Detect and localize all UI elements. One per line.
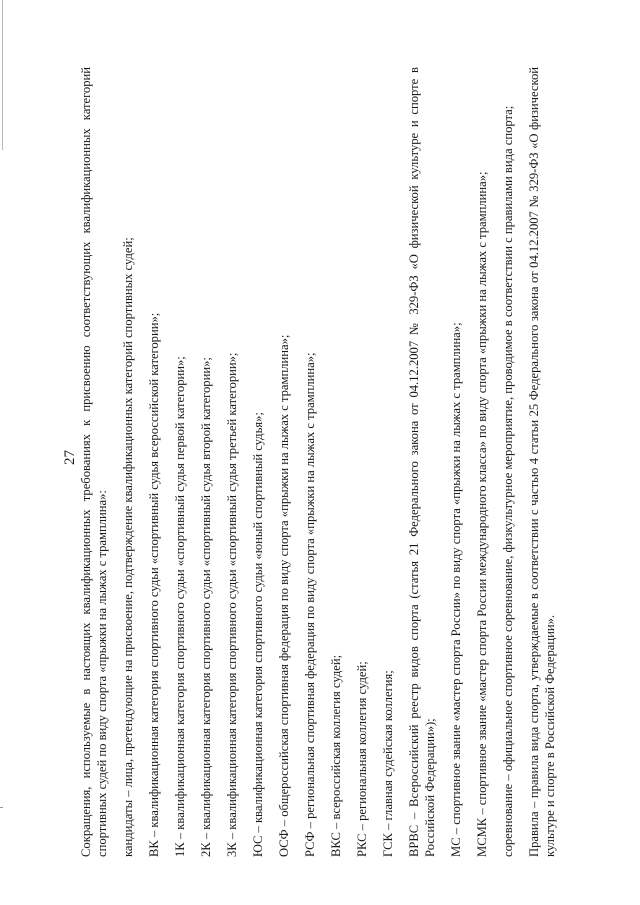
scan-dot [0,807,3,808]
definition-2k: 2К – квалификационная категория спортивного судьи «спортивный судья второй категории»; [199,357,213,857]
definition-us: ЮС – квалификационная категория спортивного судьи «юный спортивный судья»; [251,412,265,857]
definition-rks: РКС – региональная коллегия судей; [355,661,369,857]
definition-candidates: кандидаты – лица, претендующие на присвоение, подтверждение квалификационных категорий спортивных судей; [121,237,135,857]
definition-rsf: РСФ – региональная спортивная федерация по виду спорта «прыжки на лыжах с трамплина»; [303,352,317,857]
abbreviations-list [78,67,568,857]
definition-vk: ВК – квалификационная категория спортивного судьи «спортивный судья всероссийской категории»; [147,312,161,857]
definition-3k: 3К – квалификационная категория спортивного судьи «спортивный судья третьей категории»; [225,352,239,857]
definition-msmk: МСМК – спортивное звание «мастер спорта России международного класса» по виду спорта «прыжки на лыжах с трамплина»; [475,171,489,857]
definition-rules: Правила – правила вида спорта, утверждаемые в соответствии с частью 4 статьи 25 Федерального закона от 04.12.2007 № 329-ФЗ «О физической культуре и спорте в Российской Федерации». [527,67,557,857]
definition-vrvs: ВРВС – Всероссийский реестр видов спорта (статья 21 Федерального закона от 04.12.2007 № 329-ФЗ «О физической культуре и спорте в Российской Федерации»); [407,67,437,857]
definition-competition: соревнование – официальное спортивное соревнование, физкультурное мероприятие, проводимое в соответствии с правилами вида спорта; [501,105,515,857]
definition-ms: МС – спортивное звание «мастер спорта России» по виду спорта «прыжки на лыжах с трамплина»; [449,322,463,857]
definition-gsk: ГСК – главная судейская коллегия; [381,670,395,857]
definition-osf: ОСФ – общероссийская спортивная федерация по виду спорта «прыжки на лыжах с трамплина»; [277,334,291,857]
definition-vks: ВКС – всероссийская коллегия судей; [329,654,343,857]
definition-1k: 1К – квалификационная категория спортивного судьи «спортивный судья первой категории»; [173,356,187,857]
intro-paragraph: Сокращения, используемые в настоящих квалификационных требованиях к присвоению соответствующих квалификационных категорий спортивных судей по виду спорта «прыжки на лыжах с трамплина»: [79,67,109,857]
scan-edge-line [2,0,3,150]
page-number: 27 [62,450,78,465]
